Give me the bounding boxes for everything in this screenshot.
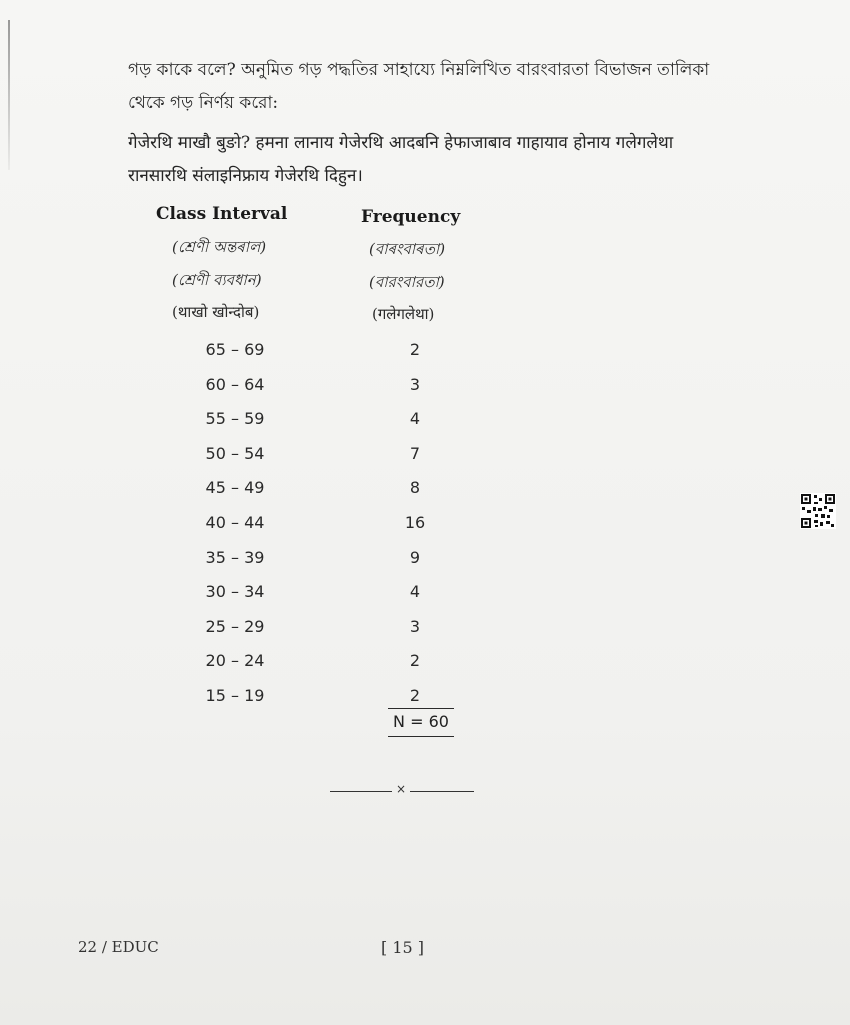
- frequency-cell: 3: [409, 617, 421, 636]
- end-line-right: [410, 791, 474, 792]
- class-interval-cell: 55 – 59: [205, 409, 265, 428]
- frequency-sub-bengali: (বারংবারতা): [369, 273, 445, 291]
- question-bodo-line-2: रानसारथि संलाइनिफ्राय गेजेरथि दिहुन।: [128, 166, 363, 186]
- frequency-cell: 4: [409, 582, 421, 601]
- page-edge-shadow: [8, 20, 10, 170]
- class-interval-cell: 30 – 34: [205, 582, 265, 601]
- qr-code-icon: [800, 493, 836, 529]
- class-interval-cell: 15 – 19: [205, 686, 265, 705]
- frequency-sub-assamese: (বাৰংবাৰতা): [369, 240, 446, 258]
- class-interval-cell: 35 – 39: [205, 548, 265, 567]
- question-bengali-line-2: থেকে গড় নির্ণয় করো:: [128, 93, 279, 113]
- total-n: N = 60: [393, 712, 449, 731]
- class-interval-sub-bengali: (শ্রেণী ব্যবধান): [172, 271, 262, 289]
- frequency-cell: 2: [409, 340, 421, 359]
- question-bengali: [128, 54, 768, 120]
- end-line-left: [330, 791, 392, 792]
- class-interval-cell: 40 – 44: [205, 513, 265, 532]
- end-cross: ×: [396, 782, 407, 796]
- total-bottom-rule: [388, 736, 454, 737]
- frequency-cell: 2: [409, 651, 421, 670]
- question-bodo-line-1: गेजेरथि माखौ बुङो? हमना लानाय गेजेरथि आदबनि हेफाजाबाव गाहायाव होनाय गलेगलेथा: [128, 133, 674, 153]
- frequency-cell: 16: [404, 513, 426, 532]
- class-interval-cell: 20 – 24: [205, 651, 265, 670]
- class-interval-sub-assamese: (শ্ৰেণী অন্তৰাল): [172, 238, 267, 256]
- end-of-paper-mark: [330, 782, 475, 798]
- class-interval-cell: 25 – 29: [205, 617, 265, 636]
- class-interval-cell: 60 – 64: [205, 375, 265, 394]
- total-top-rule: [388, 708, 454, 709]
- paper-code: 22 / EDUC: [78, 938, 159, 956]
- question-bodo: [128, 127, 768, 193]
- frequency-cell: 2: [409, 686, 421, 705]
- frequency-cell: 4: [409, 409, 421, 428]
- frequency-cell: 9: [409, 548, 421, 567]
- page-number: [ 15 ]: [381, 938, 425, 957]
- class-interval-cell: 45 – 49: [205, 478, 265, 497]
- frequency-header: Frequency: [361, 207, 461, 227]
- class-interval-sub-bodo: (थाखो खोन्दोब): [172, 303, 260, 321]
- question-bengali-line-1: গড় কাকে বলে? অনুমিত গড় পদ্ধতির সাহায্যে নিম্নলিখিত বারংবারতা বিভাজন তালিকা: [128, 60, 710, 80]
- class-interval-cell: 65 – 69: [205, 340, 265, 359]
- frequency-cell: 8: [409, 478, 421, 497]
- class-interval-cell: 50 – 54: [205, 444, 265, 463]
- class-interval-header: Class Interval: [156, 204, 288, 224]
- frequency-cell: 7: [409, 444, 421, 463]
- frequency-cell: 3: [409, 375, 421, 394]
- frequency-sub-bodo: (गलेगलेथा): [372, 305, 435, 323]
